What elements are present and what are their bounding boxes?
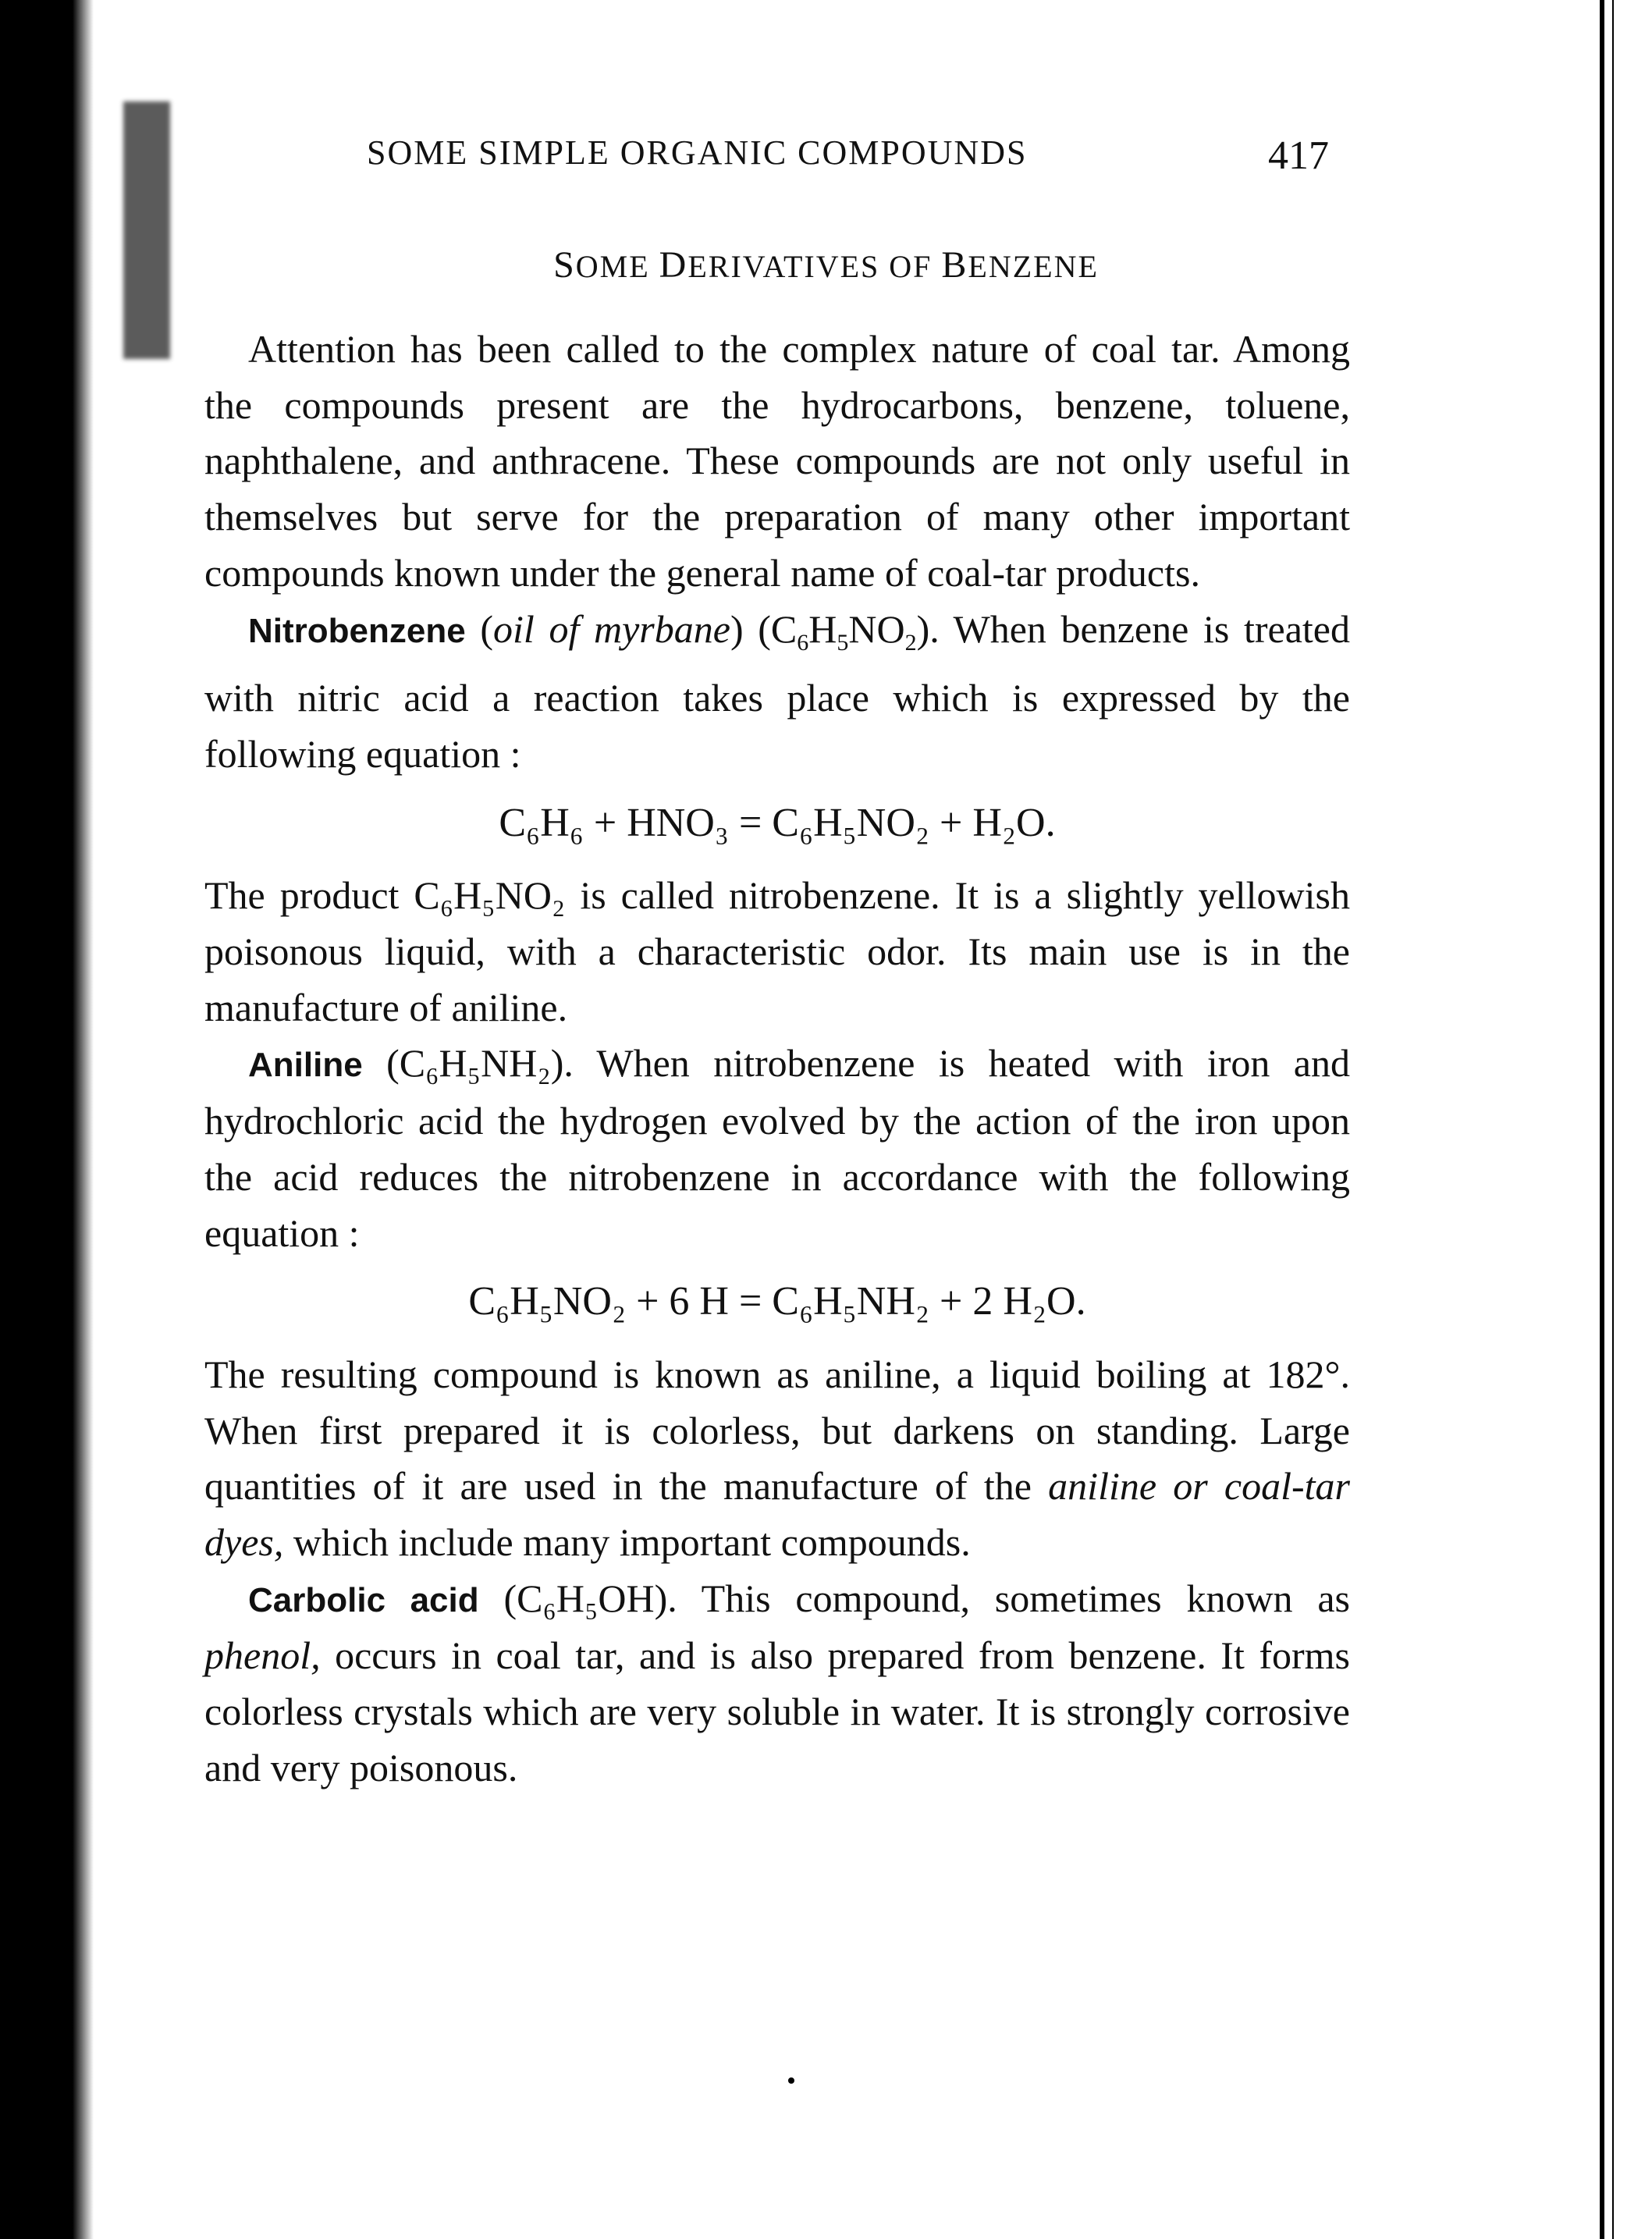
text: When benzene is treated with nitric acid a reaction takes place which is expressed by the following equation : xyxy=(204,606,1350,776)
body-text xyxy=(204,322,1350,1797)
sub: 5 xyxy=(837,629,849,656)
scan-binding-edge xyxy=(0,0,23,2239)
text: occurs in coal tar, and is also prepared from benzene. It forms colorless crystals which are very soluble in water. It is strongly corrosive and very poisonous. xyxy=(204,1633,1350,1789)
text: When nitrobenzene is heated with iron and hydrochloric acid the hydrogen evolved by the action of the iron upon the acid reduces the nitrobenzene in accordance with the following equation : xyxy=(204,1041,1351,1255)
paragraph-carbolic xyxy=(204,1571,1350,1797)
text: This compound, sometimes known as xyxy=(677,1576,1351,1620)
text: The resulting compound is known as aniline, a liquid boiling at 182°. When first prepared it is colorless, but darkens on standing. Large quantities of it are used in the manufacture of the xyxy=(204,1352,1350,1509)
formula: (C₆H₅OH). xyxy=(503,1576,677,1620)
section-title: SOME DERIVATIVES OF BENZENE xyxy=(553,244,1099,286)
sub: 2 xyxy=(904,629,917,656)
paragraph-resulting xyxy=(204,1347,1350,1571)
italic-term: aniline or coal-tar dyes, xyxy=(204,1464,1350,1565)
sub: 6 xyxy=(797,629,809,656)
paragraph-nitrobenzene: Nitrobenzene (oil of myrbane) $(C_6H_5NO_2)$. When benzene is treated with nitric acid a reaction takes place which is expressed by the following equation : xyxy=(204,606,1350,776)
equation-reduction: C₆H₅NO₂ + 6 H = C₆H₅NH₂ + 2 H₂O. xyxy=(468,1279,1086,1324)
alt-name: oil of myrbane xyxy=(493,606,730,651)
formula: ). xyxy=(916,606,940,651)
page-number: 417 xyxy=(1268,133,1329,178)
equation-nitration: C₆H₆ + HNO₃ = C₆H₅NO₂ + H₂O. xyxy=(499,800,1056,845)
scan-binding-shadow xyxy=(23,0,94,2239)
running-title: SOME SIMPLE ORGANIC COMPOUNDS xyxy=(367,133,1028,172)
text: which include many important compounds. xyxy=(283,1520,971,1565)
scan-dot xyxy=(788,2077,794,2084)
scan-smudge xyxy=(123,101,170,359)
term-aniline: Aniline xyxy=(248,1046,363,1085)
paragraph-aniline xyxy=(204,1036,1350,1261)
term-carbolic-acid: Carbolic acid xyxy=(248,1580,479,1619)
italic-term: phenol, xyxy=(204,1633,321,1678)
formula: H xyxy=(808,606,837,651)
scan-right-edge xyxy=(1600,0,1614,2239)
paragraph-product: The product C₆H₅NO₂ is called nitrobenzene. It is a slightly yellowish poisonous liquid, with a characteristic odor. Its main use is in the manufacture of aniline. xyxy=(204,873,1350,1029)
paragraph-intro: Attention has been called to the complex nature of coal tar. Among the compounds present are the hydrocarbons, benzene, toluene, naphthalene, and anthracene. These compounds are not only useful in themselves but serve for the preparation of many other important compounds known under the general name of coal-tar products. xyxy=(204,327,1350,595)
term-nitrobenzene: Nitrobenzene xyxy=(248,611,466,650)
formula: (C xyxy=(758,606,798,651)
formula: NO xyxy=(848,606,905,651)
formula: (C₆H₅NH₂). xyxy=(386,1041,574,1086)
